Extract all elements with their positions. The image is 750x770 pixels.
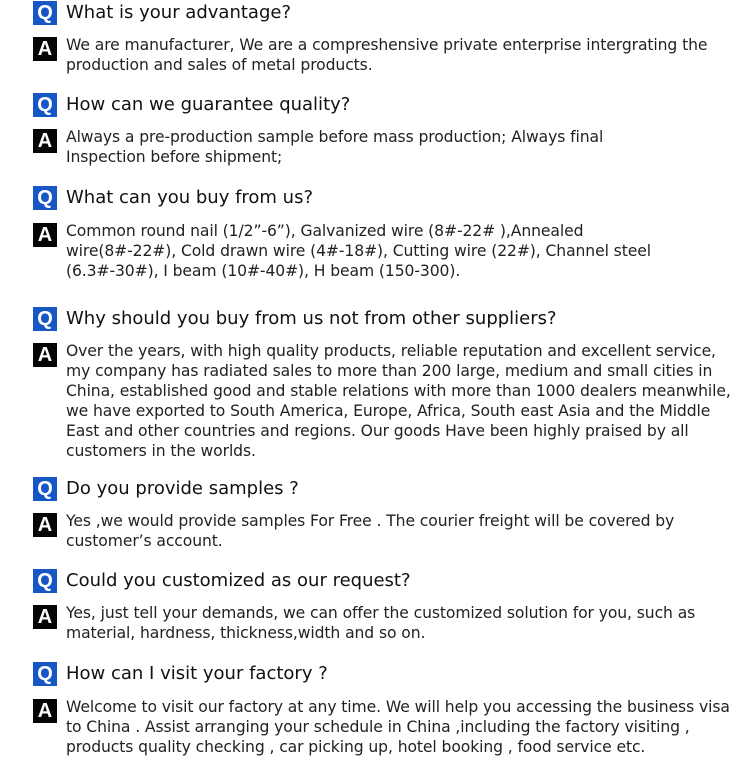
question-text: How can we guarantee quality?: [66, 94, 351, 115]
faq-answer: [33, 697, 736, 757]
answer-text: Welcome to visit our factory at any time. We will help you accessing the business visa to China . Assist arranging your schedule in China ,including the factory visiting , products quality checking , car picking up, hotel booking , food service etc.: [66, 698, 730, 756]
answer-text: Over the years, with high quality products, reliable reputation and excellent service, my company has radiated sales to more than 200 large, medium and small cities in China, established good and stable relations with more than 1000 dealers meanwhile, we have exported to South America, Europe, Africa, South east Asia and the Middle East and other countries and regions. Our goods Have been highly praised by all customers in the worlds.: [66, 342, 731, 460]
question-text: Do you provide samples ?: [66, 478, 299, 499]
faq-answer: [33, 603, 736, 643]
a-badge-icon: A: [33, 699, 57, 723]
question-text: What can you buy from us?: [66, 187, 314, 208]
answer-text: Yes ,we would provide samples For Free . The courier freight will be covered by customer’s account.: [66, 512, 675, 550]
faq-answer: [33, 35, 736, 75]
question-text: How can I visit your factory ?: [66, 663, 328, 684]
answer-text: Yes, just tell your demands, we can offer the customized solution for you, such as material, hardness, thickness,width and so on.: [66, 604, 696, 642]
q-badge-icon: Q: [33, 1, 57, 25]
a-badge-icon: A: [33, 129, 57, 153]
faq-answer: [33, 221, 736, 281]
q-badge-icon: Q: [33, 477, 57, 501]
q-badge-icon: Q: [33, 93, 57, 117]
faq-question: [33, 307, 736, 331]
answer-text: We are manufacturer, We are a compreshensive private enterprise intergrating the production and sales of metal products.: [66, 36, 708, 74]
question-text: Why should you buy from us not from other suppliers?: [66, 308, 557, 329]
question-text: What is your advantage?: [66, 2, 291, 23]
answer-text: Always a pre-production sample before mass production; Always final Inspection before shipment;: [66, 128, 604, 166]
faq-question: [33, 1, 736, 25]
faq-question: [33, 186, 736, 210]
q-badge-icon: Q: [33, 307, 57, 331]
a-badge-icon: A: [33, 223, 57, 247]
faq-question: [33, 477, 736, 501]
q-badge-icon: Q: [33, 662, 57, 686]
faq-question: [33, 569, 736, 593]
a-badge-icon: A: [33, 513, 57, 537]
a-badge-icon: A: [33, 605, 57, 629]
q-badge-icon: Q: [33, 569, 57, 593]
q-badge-icon: Q: [33, 186, 57, 210]
faq-answer: [33, 341, 736, 461]
a-badge-icon: A: [33, 343, 57, 367]
question-text: Could you customized as our request?: [66, 570, 411, 591]
a-badge-icon: A: [33, 37, 57, 61]
faq-answer: [33, 127, 736, 167]
faq-question: [33, 93, 736, 117]
faq-answer: [33, 511, 736, 551]
faq-question: [33, 662, 736, 686]
answer-text: Common round nail (1/2”-6”), Galvanized wire (8#-22# ),Annealed wire(8#-22#), Cold drawn wire (4#-18#), Cutting wire (22#), Channel steel (6.3#-30#), I beam (10#-40#), H beam (150-300).: [66, 222, 651, 280]
